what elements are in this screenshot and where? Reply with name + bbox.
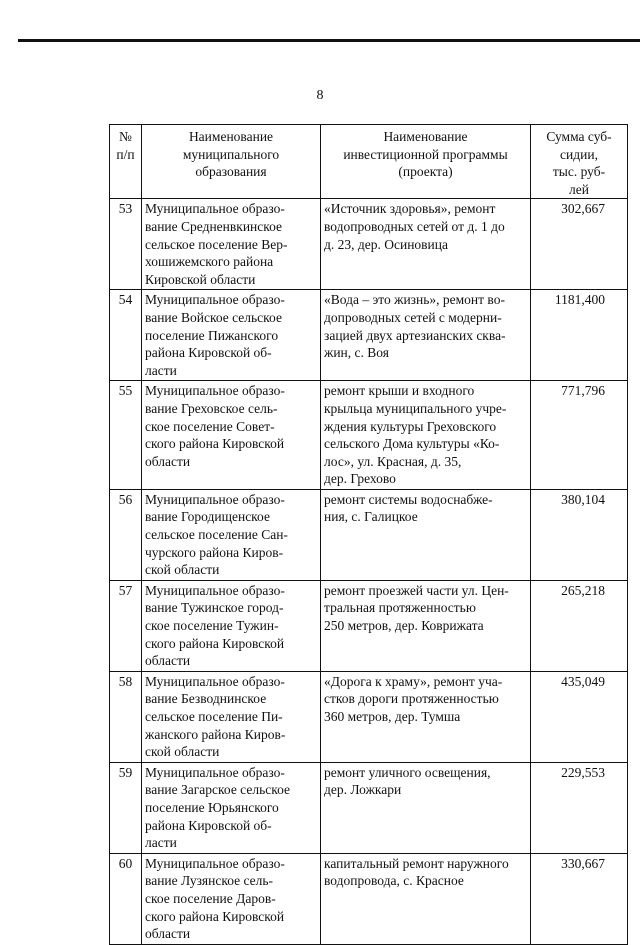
top-horizontal-rule <box>18 39 640 42</box>
amount-cell: 771,796 <box>531 381 628 490</box>
amount-cell: 265,218 <box>531 580 628 671</box>
table-row <box>110 853 628 944</box>
row-number: 54 <box>110 290 142 381</box>
header-amount: Сумма суб- сидии, тыс. руб- лей <box>531 125 628 199</box>
header-program: Наименование инвестиционной программы (проекта) <box>321 125 531 199</box>
amount-cell: 229,553 <box>531 762 628 853</box>
municipality-cell: Муниципальное образо- вание Греховское сель- ское поселение Совет- ского района Кировской области <box>142 381 321 490</box>
row-number: 59 <box>110 762 142 853</box>
table-row <box>110 290 628 381</box>
table-row <box>110 199 628 290</box>
program-cell: «Дорога к храму», ремонт уча- стков дороги протяженностью 360 метров, дер. Тумша <box>321 671 531 762</box>
table-row <box>110 671 628 762</box>
row-number: 60 <box>110 853 142 944</box>
row-number: 55 <box>110 381 142 490</box>
row-number: 53 <box>110 199 142 290</box>
program-cell: ремонт проезжей части ул. Цен- тральная протяженностью 250 метров, дер. Коврижата <box>321 580 531 671</box>
row-number: 58 <box>110 671 142 762</box>
municipality-cell: Муниципальное образо- вание Городищенское сельское поселение Сан- чурского района Киров- ской области <box>142 489 321 580</box>
row-number: 57 <box>110 580 142 671</box>
amount-cell: 302,667 <box>531 199 628 290</box>
subsidy-table <box>109 124 628 945</box>
amount-cell: 330,667 <box>531 853 628 944</box>
program-cell: ремонт системы водоснабже- ния, с. Галицкое <box>321 489 531 580</box>
table-row <box>110 580 628 671</box>
municipality-cell: Муниципальное образо- вание Средненвкинское сельское поселение Вер- хошижемского района Кировской области <box>142 199 321 290</box>
amount-cell: 435,049 <box>531 671 628 762</box>
table-row <box>110 489 628 580</box>
header-number: № п/п <box>110 125 142 199</box>
program-cell: «Источник здоровья», ремонт водопроводных сетей от д. 1 до д. 23, дер. Осиновица <box>321 199 531 290</box>
amount-cell: 380,104 <box>531 489 628 580</box>
municipality-cell: Муниципальное образо- вание Лузянское сель- ское поселение Даров- ского района Кировской области <box>142 853 321 944</box>
row-number: 56 <box>110 489 142 580</box>
municipality-cell: Муниципальное образо- вание Безводнинское сельское поселение Пи- жанского района Киров- ской области <box>142 671 321 762</box>
program-cell: ремонт уличного освещения, дер. Ложкари <box>321 762 531 853</box>
municipality-cell: Муниципальное образо- вание Загарское сельское поселение Юрьянского района Кировской об- ласти <box>142 762 321 853</box>
program-cell: «Вода – это жизнь», ремонт во- допроводных сетей с модерни- зацией двух артезианских сква- жин, с. Воя <box>321 290 531 381</box>
program-cell: ремонт крыши и входного крыльца муниципального учре- ждения культуры Греховского сельского Дома культуры «Ко- лос», ул. Красная, д. 35, дер. Грехово <box>321 381 531 490</box>
table-row <box>110 381 628 490</box>
municipality-cell: Муниципальное образо- вание Войское сельское поселение Пижанского района Кировской об- ласти <box>142 290 321 381</box>
municipality-cell: Муниципальное образо- вание Тужинское город- ское поселение Тужин- ского района Кировской области <box>142 580 321 671</box>
page-number: 8 <box>316 88 324 103</box>
table-row <box>110 762 628 853</box>
amount-cell: 1181,400 <box>531 290 628 381</box>
header-municipality: Наименование муниципального образования <box>142 125 321 199</box>
table-header-row <box>110 125 628 199</box>
program-cell: капитальный ремонт наружного водопровода, с. Красное <box>321 853 531 944</box>
